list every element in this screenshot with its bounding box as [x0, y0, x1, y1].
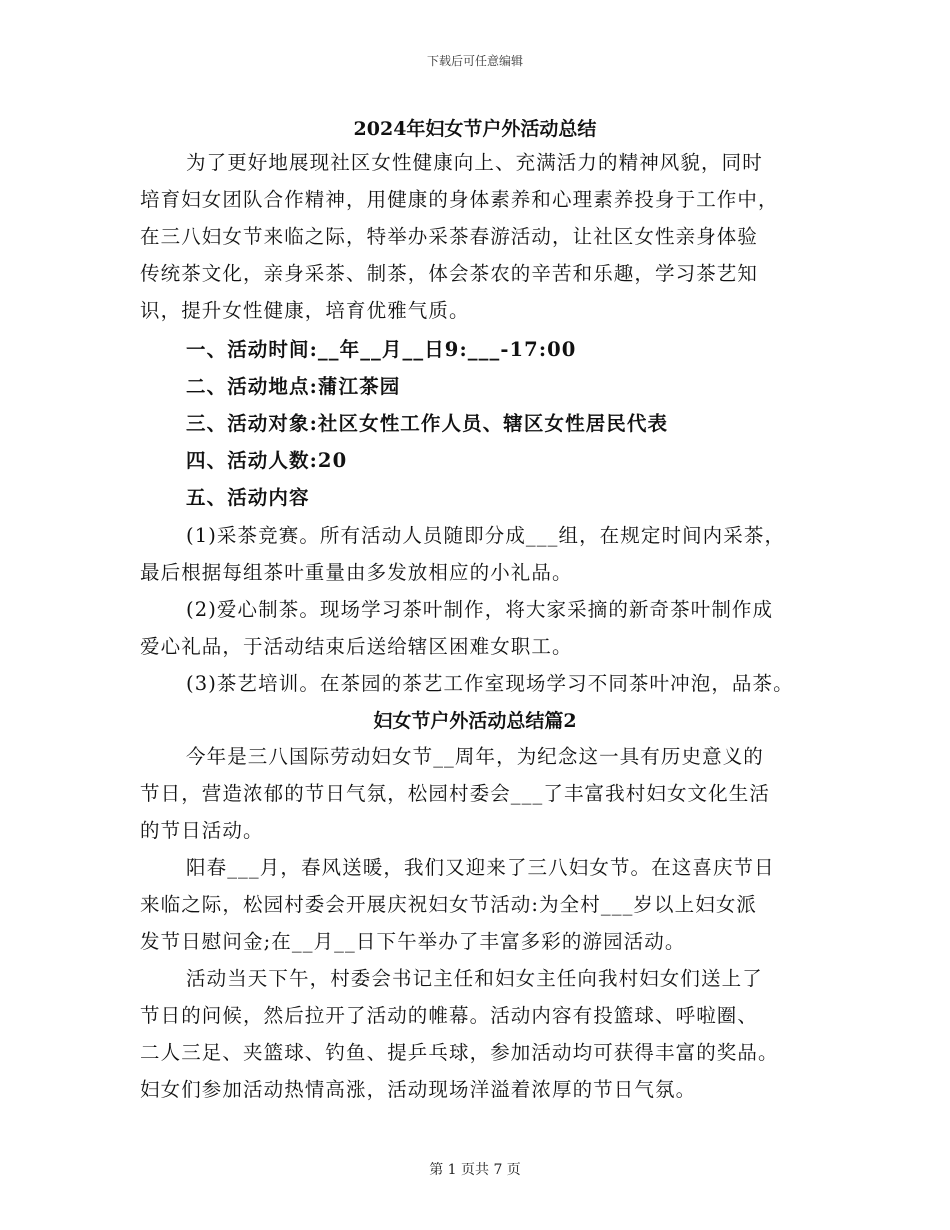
section-title: 妇女节户外活动总结篇2: [373, 710, 577, 732]
text-line: 发节日慰问金;在__月__日下午举办了丰富多彩的游园活动。: [140, 930, 686, 953]
text-line: 节日，营造浓郁的节日气氛，松园村委会___了丰富我村妇女文化生活: [140, 782, 770, 805]
text-line: 的节日活动。: [140, 819, 264, 842]
text-line: 活动当天下午，村委会书记主任和妇女主任向我村妇女们送上了: [186, 967, 763, 990]
activity-time-item: 一、活动时间:__年__月__日9:___-17:00: [186, 338, 577, 361]
text-line: 节日的问候，然后拉开了活动的帷幕。活动内容有投篮球、呼啦圈、: [140, 1004, 759, 1027]
activity-content-heading: 五、活动内容: [186, 486, 310, 509]
text-line: 二人三足、夹篮球、钓鱼、提乒乓球，参加活动均可获得丰富的奖品。: [140, 1041, 779, 1064]
text-line: 今年是三八国际劳动妇女节__周年，为纪念这一具有历史意义的: [186, 745, 764, 768]
content-item-line: (1)采茶竞赛。所有活动人员随即分成___组，在规定时间内采茶，: [186, 524, 786, 547]
text-line: 妇女们参加活动热情高涨，活动现场洋溢着浓厚的节日气氛。: [140, 1078, 697, 1101]
activity-content-list: [140, 517, 840, 702]
intro-paragraph: [140, 144, 840, 329]
page-header-note: 下载后可任意编辑: [426, 54, 523, 68]
text-line: 为了更好地展现社区女性健康向上、充满活力的精神风貌，同时: [186, 151, 763, 174]
content-item-line: 最后根据每组茶叶重量由多发放相应的小礼品。: [140, 561, 573, 584]
activity-count-item: 四、活动人数:20: [186, 449, 348, 472]
activity-info-list: [140, 331, 840, 516]
text-line: 识，提升女性健康，培育优雅气质。: [140, 299, 470, 322]
content-item-line: (2)爱心制茶。现场学习茶叶制作，将大家采摘的新奇茶叶制作成: [186, 598, 774, 621]
text-line: 在三八妇女节来临之际，特举办采茶春游活动，让社区女性亲身体验: [140, 225, 759, 248]
content-item-line: (3)茶艺培训。在茶园的茶艺工作室现场学习不同茶叶冲泡，品茶。: [186, 672, 794, 695]
activity-location-item: 二、活动地点:蒲江茶园: [186, 375, 401, 398]
document-title: 2024年妇女节户外活动总结: [353, 118, 597, 140]
page-number-footer: 第 1 页共 7 页: [429, 1162, 521, 1178]
text-line: 阳春___月，春风送暖，我们又迎来了三八妇女节。在这喜庆节日: [186, 856, 775, 879]
text-line: 培育妇女团队合作精神，用健康的身体素养和心理素养投身于工作中，: [140, 188, 779, 211]
text-line: 传统茶文化，亲身采茶、制茶，体会茶农的辛苦和乐趣，学习茶艺知: [140, 262, 759, 285]
text-line: 来临之际，松园村委会开展庆祝妇女节活动:为全村___岁以上妇女派: [140, 893, 758, 916]
section2-body: [140, 738, 840, 1108]
activity-audience-item: 三、活动对象:社区女性工作人员、辖区女性居民代表: [186, 412, 669, 435]
content-item-line: 爱心礼品，于活动结束后送给辖区困难女职工。: [140, 635, 573, 658]
